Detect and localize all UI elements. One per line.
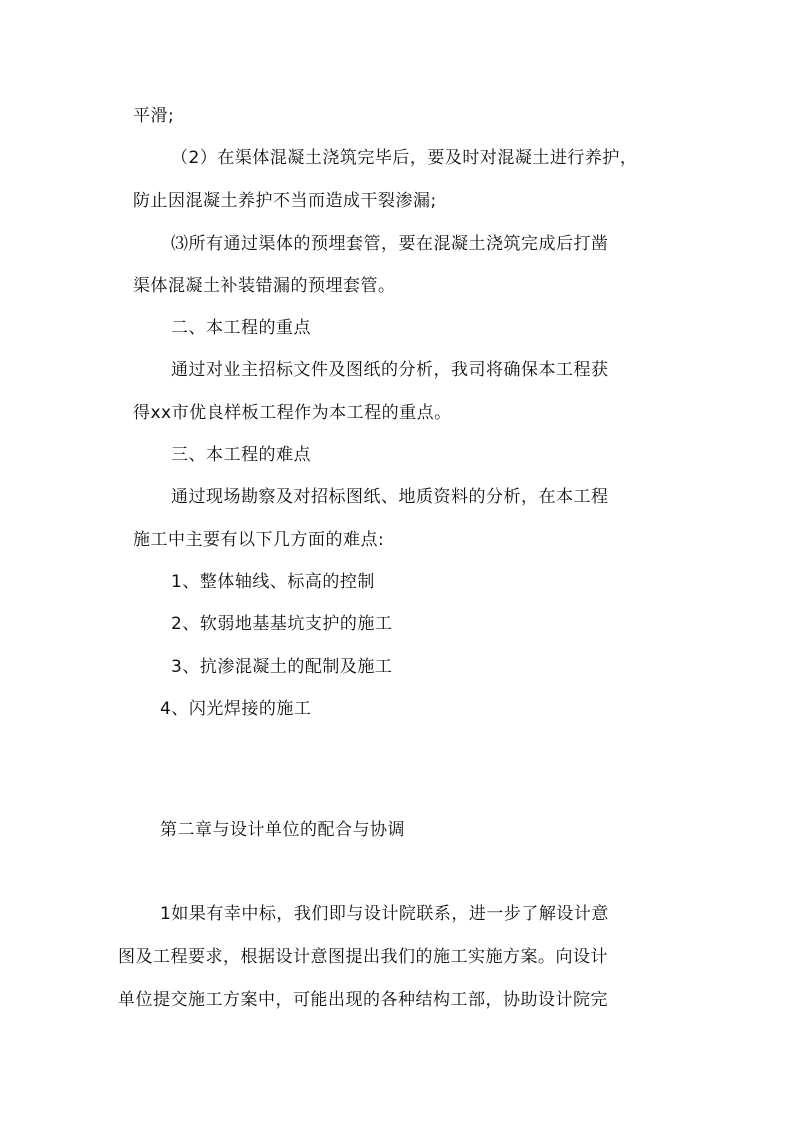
- list-item: 4、闪光焊接的施工: [160, 699, 312, 719]
- text-line: 防止因混凝土养护不当而造成干裂渗漏;: [133, 191, 437, 211]
- text-line: 平滑;: [133, 106, 175, 126]
- text-line: 1如果有幸中标，我们即与设计院联系，进一步了解设计意: [160, 904, 609, 924]
- section-heading: 二、本工程的重点: [171, 318, 311, 338]
- text-line: 单位提交施工方案中，可能出现的各种结构工部，协助设计院完: [118, 990, 608, 1010]
- list-item: 3、抗渗混凝土的配制及施工: [171, 657, 393, 677]
- text-line: 通过对业主招标文件及图纸的分析，我司将确保本工程获: [171, 360, 609, 380]
- section-heading: 三、本工程的难点: [171, 445, 311, 465]
- text-line: 施工中主要有以下几方面的难点:: [133, 530, 385, 550]
- text-line: （2）在渠体混凝土浇筑完毕后，要及时对混凝土进行养护，: [171, 148, 638, 168]
- text-line: 图及工程要求，根据设计意图提出我们的施工实施方案。向设计: [118, 947, 608, 967]
- text-line: 通过现场勘察及对招标图纸、地质资料的分析，在本工程: [171, 487, 609, 507]
- text-line: 渠体混凝土补装错漏的预埋套管。: [133, 276, 396, 296]
- list-item: 1、整体轴线、标高的控制: [171, 572, 375, 592]
- list-item: 2、软弱地基基坑支护的施工: [171, 614, 393, 634]
- text-line: ⑶所有通过渠体的预埋套管，要在混凝土浇筑完成后打凿: [171, 234, 609, 254]
- text-line: 得xx市优良样板工程作为本工程的重点。: [133, 403, 452, 423]
- chapter-heading: 第二章与设计单位的配合与协调: [160, 820, 405, 840]
